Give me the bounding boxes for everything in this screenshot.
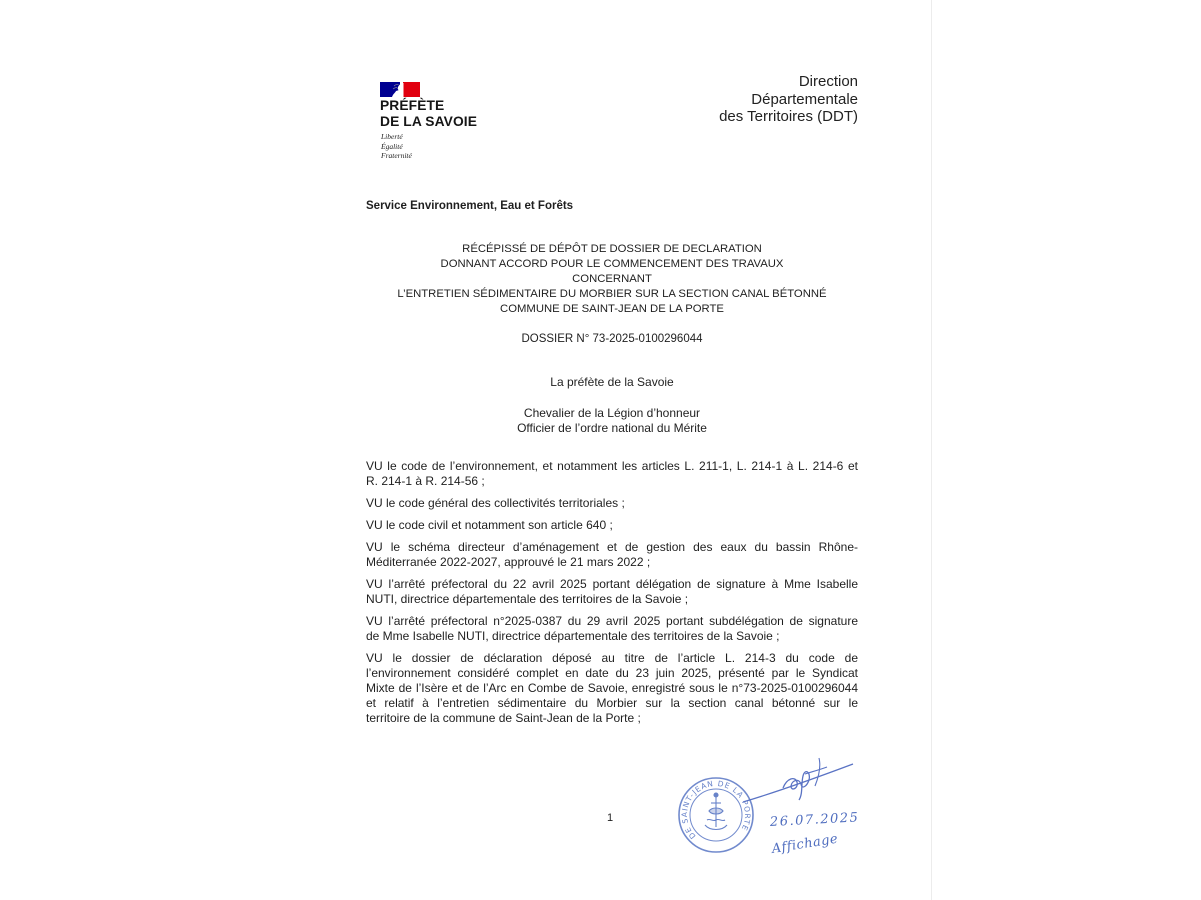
handwritten-note: Affichage xyxy=(770,831,840,857)
title-line-4: L’ENTRETIEN SÉDIMENTAIRE DU MORBIER SUR LA SECTION CANAL BÉTONNÉ xyxy=(397,287,827,300)
visa-paragraph xyxy=(366,496,858,511)
visas-section xyxy=(366,459,858,733)
prefecture-name xyxy=(380,98,477,130)
motto-fraternite: Fraternité xyxy=(381,151,412,160)
visa-line: VU le code civil et notamment son article 640 ; xyxy=(366,517,613,532)
visa-line: l’environnement considéré complet en date du 23 juin 2025, présenté par le Syndicat xyxy=(366,665,858,680)
visa-line: et relatif à l’entretien sédimentaire du Morbier sur la section canal bétonné sur le xyxy=(366,695,858,710)
visa-line: VU l’arrêté préfectoral du 22 avril 2025 portant délégation de signature à Mme Isabelle xyxy=(366,576,858,591)
stamp-text: DE SAINT-JEAN DE LA PORTE xyxy=(679,778,753,841)
visa-paragraph xyxy=(366,614,858,644)
authority-honors xyxy=(366,406,858,437)
title-line-3: CONCERNANT xyxy=(572,272,652,285)
authority-name: La préfète de la Savoie xyxy=(550,374,674,389)
directorate-line-2: Départementale xyxy=(751,90,858,108)
prefecture-name-line-2: DE LA SAVOIE xyxy=(380,114,478,129)
handwritten-date: 26.07.2025 xyxy=(769,810,860,830)
honor-legion: Chevalier de la Légion d’honneur xyxy=(523,405,701,420)
dossier-number: DOSSIER N° 73-2025-0100296044 xyxy=(521,332,703,345)
visa-line: R. 214-1 à R. 214-56 ; xyxy=(366,473,485,488)
marianne-logo xyxy=(380,82,420,97)
visa-paragraph xyxy=(366,459,858,489)
visa-line: VU le dossier de déclaration déposé au titre de l’article L. 214-3 du code de xyxy=(366,650,858,665)
motto-liberte: Liberté xyxy=(381,132,403,141)
visa-paragraph xyxy=(366,540,858,570)
page-number: 1 xyxy=(606,812,614,824)
document-title xyxy=(366,242,858,317)
honor-merite: Officier de l’ordre national du Mérite xyxy=(517,421,707,435)
visa-line: territoire de la commune de Saint-Jean de la Porte ; xyxy=(366,710,641,725)
visa-line: VU le code général des collectivités territoriales ; xyxy=(366,495,625,510)
service-name: Service Environnement, Eau et Forêts xyxy=(366,200,574,212)
issuing-directorate xyxy=(600,73,858,126)
scan-page-edge xyxy=(931,0,932,900)
visa-paragraph xyxy=(366,651,858,726)
republic-motto xyxy=(381,132,412,161)
title-line-5: COMMUNE DE SAINT-JEAN DE LA PORTE xyxy=(500,302,724,315)
title-line-1: RÉCÉPISSÉ DE DÉPÔT DE DOSSIER DE DECLARATION xyxy=(462,242,762,255)
visa-paragraph xyxy=(366,577,858,607)
visa-line: VU le schéma directeur d’aménagement et de gestion des eaux du bassin Rhône- xyxy=(366,539,858,554)
visa-line: NUTI, directrice départementale des territoires de la Savoie ; xyxy=(366,591,689,606)
visa-paragraph xyxy=(366,518,858,533)
signature xyxy=(735,750,860,810)
visa-line: Mixte de l’Isère et de l’Arc en Combe de Savoie, enregistré sous le n°73-2025-0100296044 xyxy=(366,680,858,695)
motto-egalite: Égalité xyxy=(381,141,403,151)
directorate-line-3: des Territoires (DDT) xyxy=(719,108,858,125)
visa-line: Méditerranée 2022-2027, approuvé le 21 mars 2022 ; xyxy=(366,554,651,569)
directorate-line-1: Direction xyxy=(798,73,858,90)
stamp-emblem-icon xyxy=(705,793,727,830)
title-line-2: DONNANT ACCORD POUR LE COMMENCEMENT DES TRAVAUX xyxy=(440,257,784,270)
prefecture-name-line-1: PRÉFÈTE xyxy=(380,98,445,113)
visa-line: VU le code de l’environnement, et notamment les articles L. 211-1, L. 214-1 à L. 214-6 et xyxy=(366,458,858,473)
visa-line: VU l’arrêté préfectoral n°2025-0387 du 29 avril 2025 portant subdélégation de signature xyxy=(366,613,858,628)
visa-line: de Mme Isabelle NUTI, directrice départementale des territoires de la Savoie ; xyxy=(366,628,780,643)
